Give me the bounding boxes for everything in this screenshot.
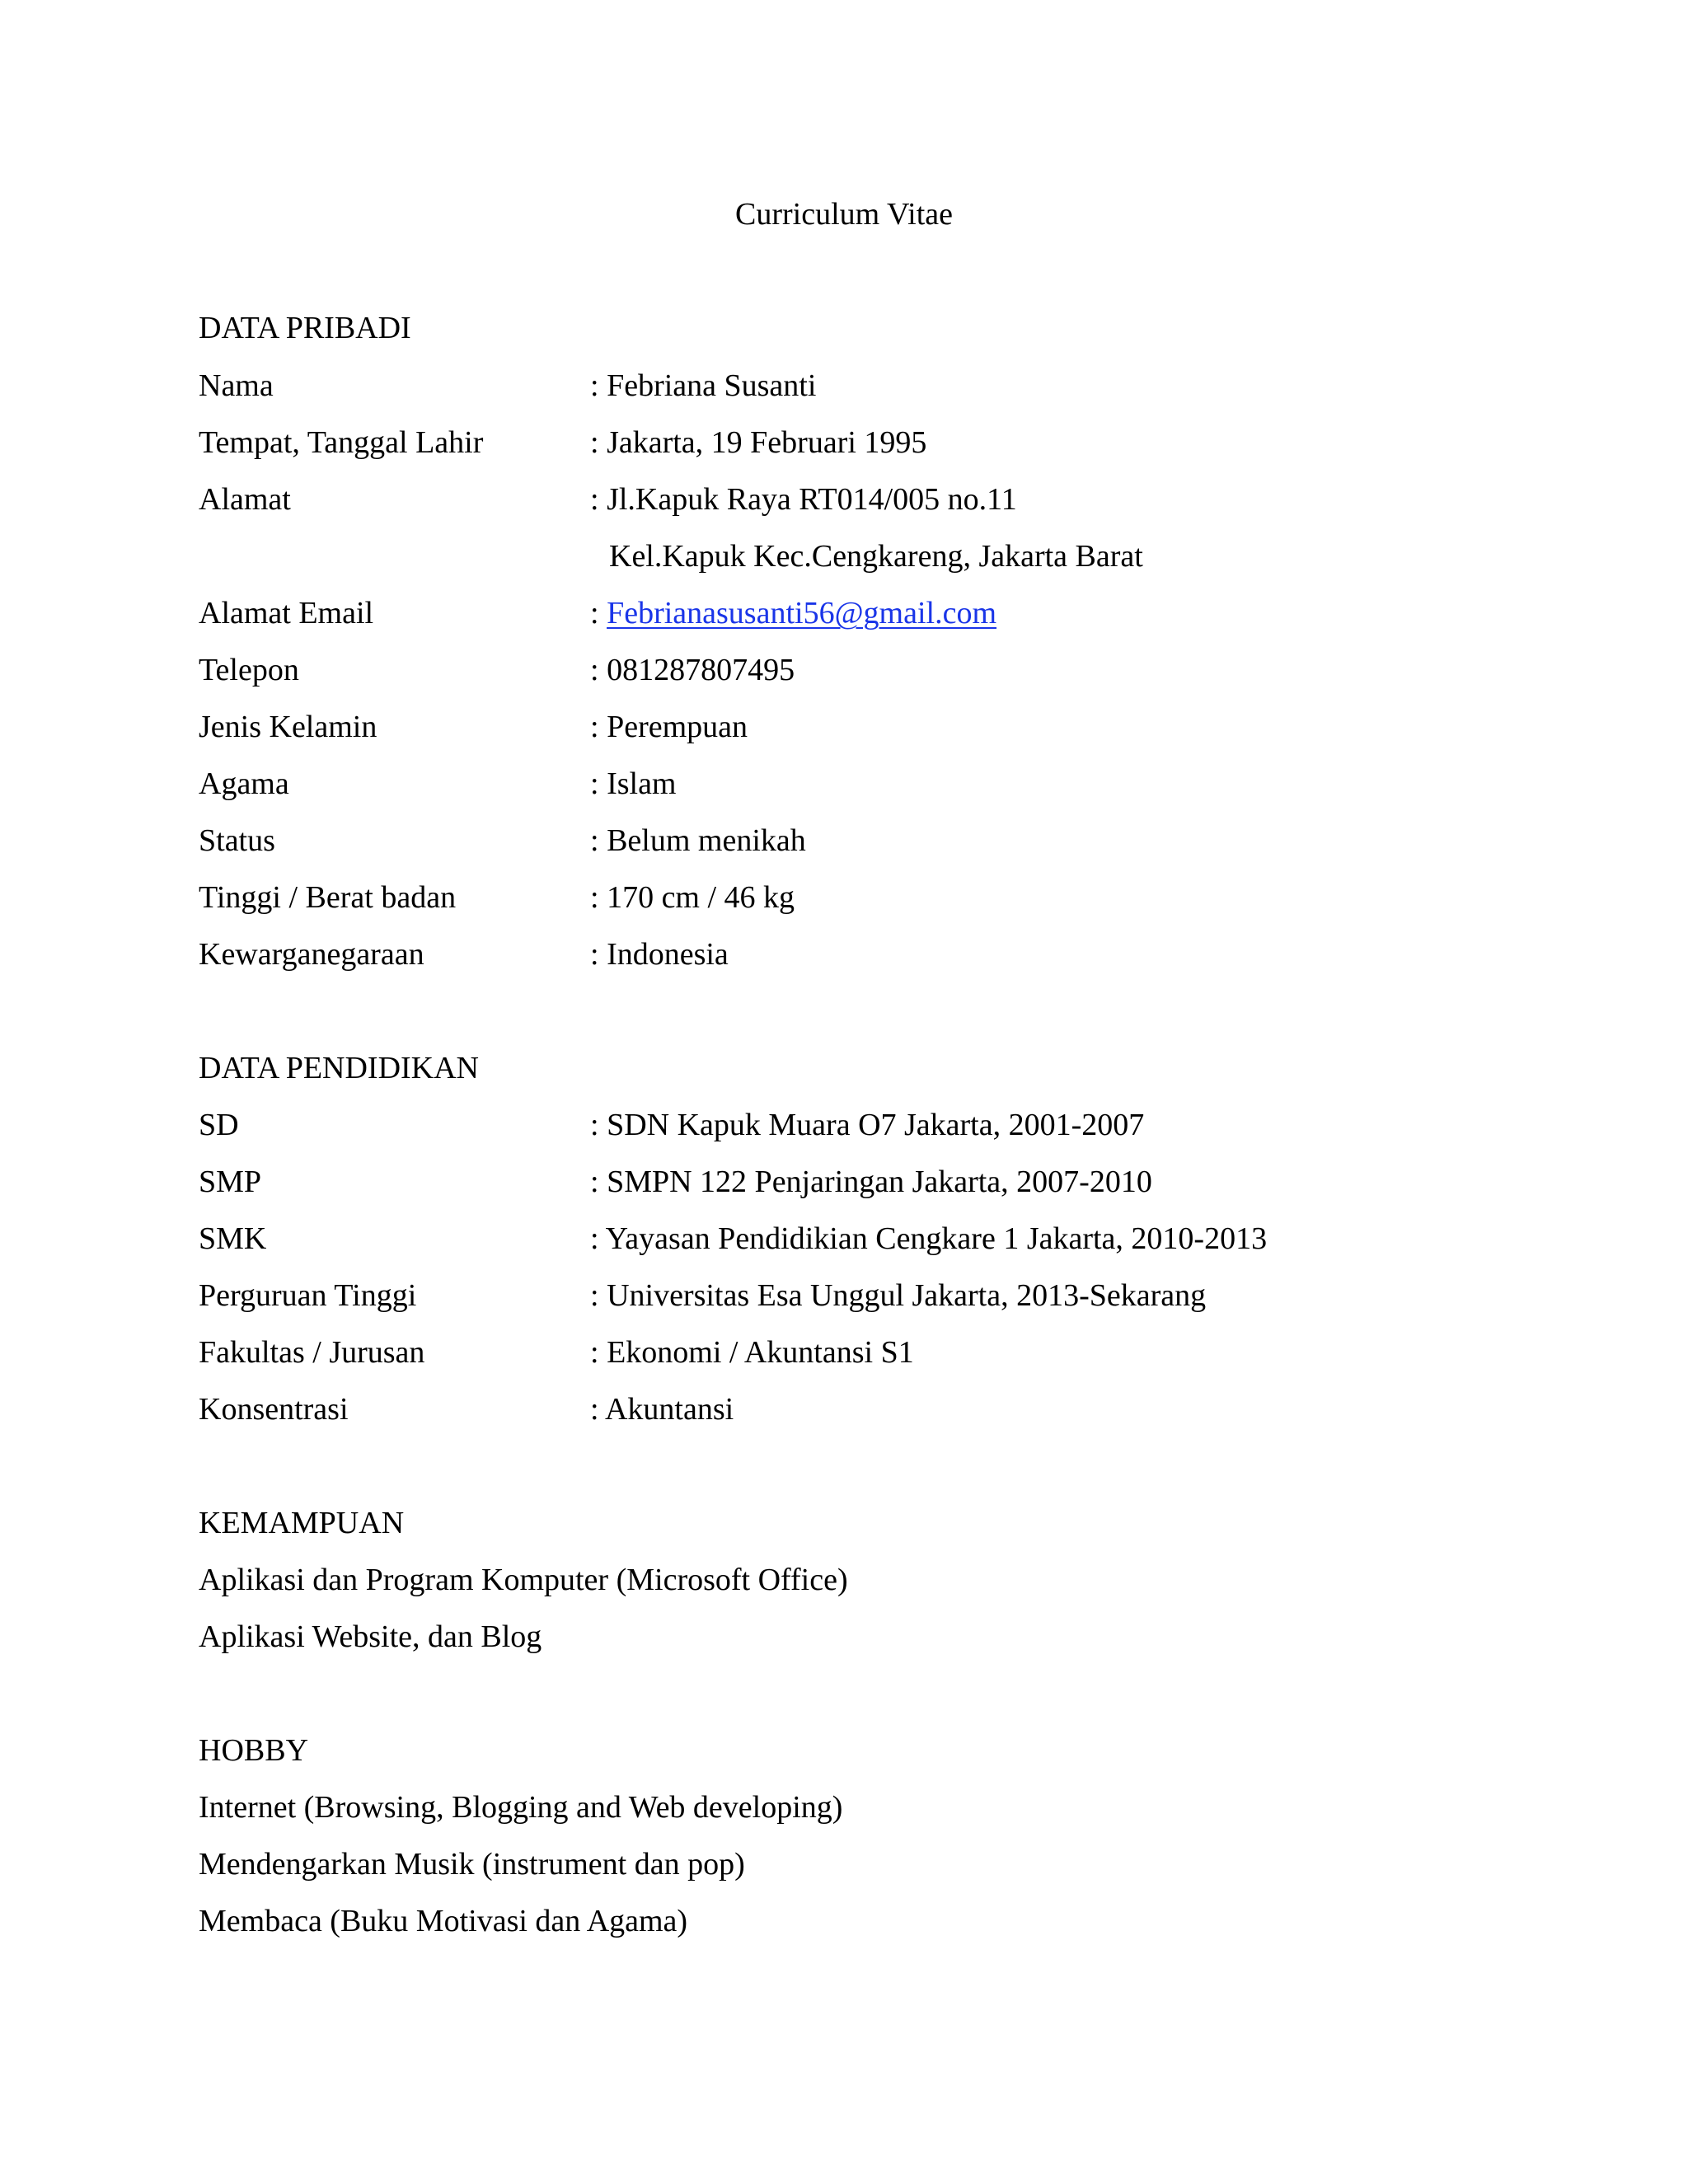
- value-agama-text: Islam: [607, 766, 677, 801]
- hobby-item: Internet (Browsing, Blogging and Web developing): [199, 1790, 843, 1825]
- section-heading-personal: DATA PRIBADI: [199, 311, 411, 345]
- value-fakultas-jurusan-text: Ekonomi / Akuntansi S1: [607, 1335, 914, 1370]
- value-jenis-kelamin-text: Perempuan: [607, 710, 748, 744]
- separator: :: [590, 596, 607, 630]
- value-tinggi-berat-text: 170 cm / 46 kg: [607, 880, 795, 915]
- value-jenis-kelamin: [590, 707, 748, 747]
- label-sd: SD: [199, 1108, 239, 1142]
- hobby-item: Mendengarkan Musik (instrument dan pop): [199, 1847, 745, 1882]
- separator: :: [590, 766, 607, 801]
- separator: :: [590, 1108, 607, 1142]
- separator: :: [590, 937, 607, 972]
- label-telepon: Telepon: [199, 653, 299, 687]
- value-konsentrasi-text: Akuntansi: [604, 1392, 734, 1427]
- skill-item: Aplikasi dan Program Komputer (Microsoft Office): [199, 1563, 848, 1597]
- value-status: [590, 821, 806, 860]
- section-heading-hobby: HOBBY: [199, 1733, 309, 1768]
- label-tempat-tanggal-lahir: Tempat, Tanggal Lahir: [199, 425, 484, 460]
- separator: :: [590, 880, 607, 915]
- value-smk: [590, 1219, 1267, 1258]
- value-status-text: Belum menikah: [607, 823, 806, 858]
- document-title: Curriculum Vitae: [734, 197, 953, 232]
- value-telepon: [590, 650, 795, 690]
- separator: :: [590, 710, 607, 744]
- separator: :: [590, 1335, 607, 1370]
- value-kewarganegaraan: [590, 935, 729, 974]
- value-tempat-tanggal-lahir: [590, 423, 926, 462]
- label-alamat: Alamat: [199, 482, 291, 517]
- label-jenis-kelamin: Jenis Kelamin: [199, 710, 377, 744]
- label-fakultas-jurusan: Fakultas / Jurusan: [199, 1335, 425, 1370]
- value-perguruan-tinggi-text: Universitas Esa Unggul Jakarta, 2013-Sekarang: [607, 1278, 1207, 1313]
- value-fakultas-jurusan: [590, 1333, 914, 1372]
- label-alamat-email: Alamat Email: [199, 596, 374, 630]
- separator: :: [590, 1278, 607, 1313]
- value-alamat-email: [590, 593, 996, 633]
- value-ttl-text: Jakarta, 19 Februari 1995: [607, 425, 927, 460]
- label-konsentrasi: Konsentrasi: [199, 1392, 349, 1427]
- value-agama: [590, 764, 677, 804]
- separator: :: [590, 1392, 605, 1427]
- separator: :: [590, 823, 607, 858]
- value-konsentrasi: [590, 1390, 734, 1429]
- separator: :: [590, 482, 607, 517]
- value-smp: [590, 1162, 1152, 1202]
- separator: :: [590, 368, 607, 403]
- value-sd: [590, 1105, 1144, 1145]
- label-tinggi-berat: Tinggi / Berat badan: [199, 880, 457, 915]
- section-heading-skills: KEMAMPUAN: [199, 1506, 405, 1540]
- value-smp-text: SMPN 122 Penjaringan Jakarta, 2007-2010: [607, 1165, 1152, 1199]
- label-kewarganegaraan: Kewarganegaraan: [199, 937, 424, 972]
- value-nama: [590, 366, 816, 405]
- label-smp: SMP: [199, 1165, 262, 1199]
- value-nama-text: Febriana Susanti: [607, 368, 817, 403]
- separator: :: [590, 425, 607, 460]
- value-alamat-line2: Kel.Kapuk Kec.Cengkareng, Jakarta Barat: [609, 539, 1143, 574]
- value-telepon-text: 081287807495: [607, 653, 795, 687]
- label-nama: Nama: [199, 368, 274, 403]
- separator: :: [590, 1165, 607, 1199]
- skill-item: Aplikasi Website, dan Blog: [199, 1619, 542, 1654]
- value-smk-text: Yayasan Pendidikian Cengkare 1 Jakarta, 2010-2013: [605, 1221, 1268, 1256]
- separator: :: [590, 653, 607, 687]
- separator: :: [590, 1221, 606, 1256]
- value-alamat: [590, 480, 1017, 519]
- label-agama: Agama: [199, 766, 289, 801]
- value-tinggi-berat: [590, 878, 795, 917]
- value-perguruan-tinggi: [590, 1276, 1206, 1315]
- hobby-item: Membaca (Buku Motivasi dan Agama): [199, 1904, 688, 1938]
- label-smk: SMK: [199, 1221, 267, 1256]
- value-alamat-line1: Jl.Kapuk Raya RT014/005 no.11: [607, 482, 1017, 517]
- label-status: Status: [199, 823, 275, 858]
- value-sd-text: SDN Kapuk Muara O7 Jakarta, 2001-2007: [607, 1108, 1145, 1142]
- value-kewarganegaraan-text: Indonesia: [607, 937, 729, 972]
- section-heading-education: DATA PENDIDIKAN: [199, 1051, 479, 1085]
- label-perguruan-tinggi: Perguruan Tinggi: [199, 1278, 417, 1313]
- email-link[interactable]: Febrianasusanti56@gmail.com: [607, 596, 997, 630]
